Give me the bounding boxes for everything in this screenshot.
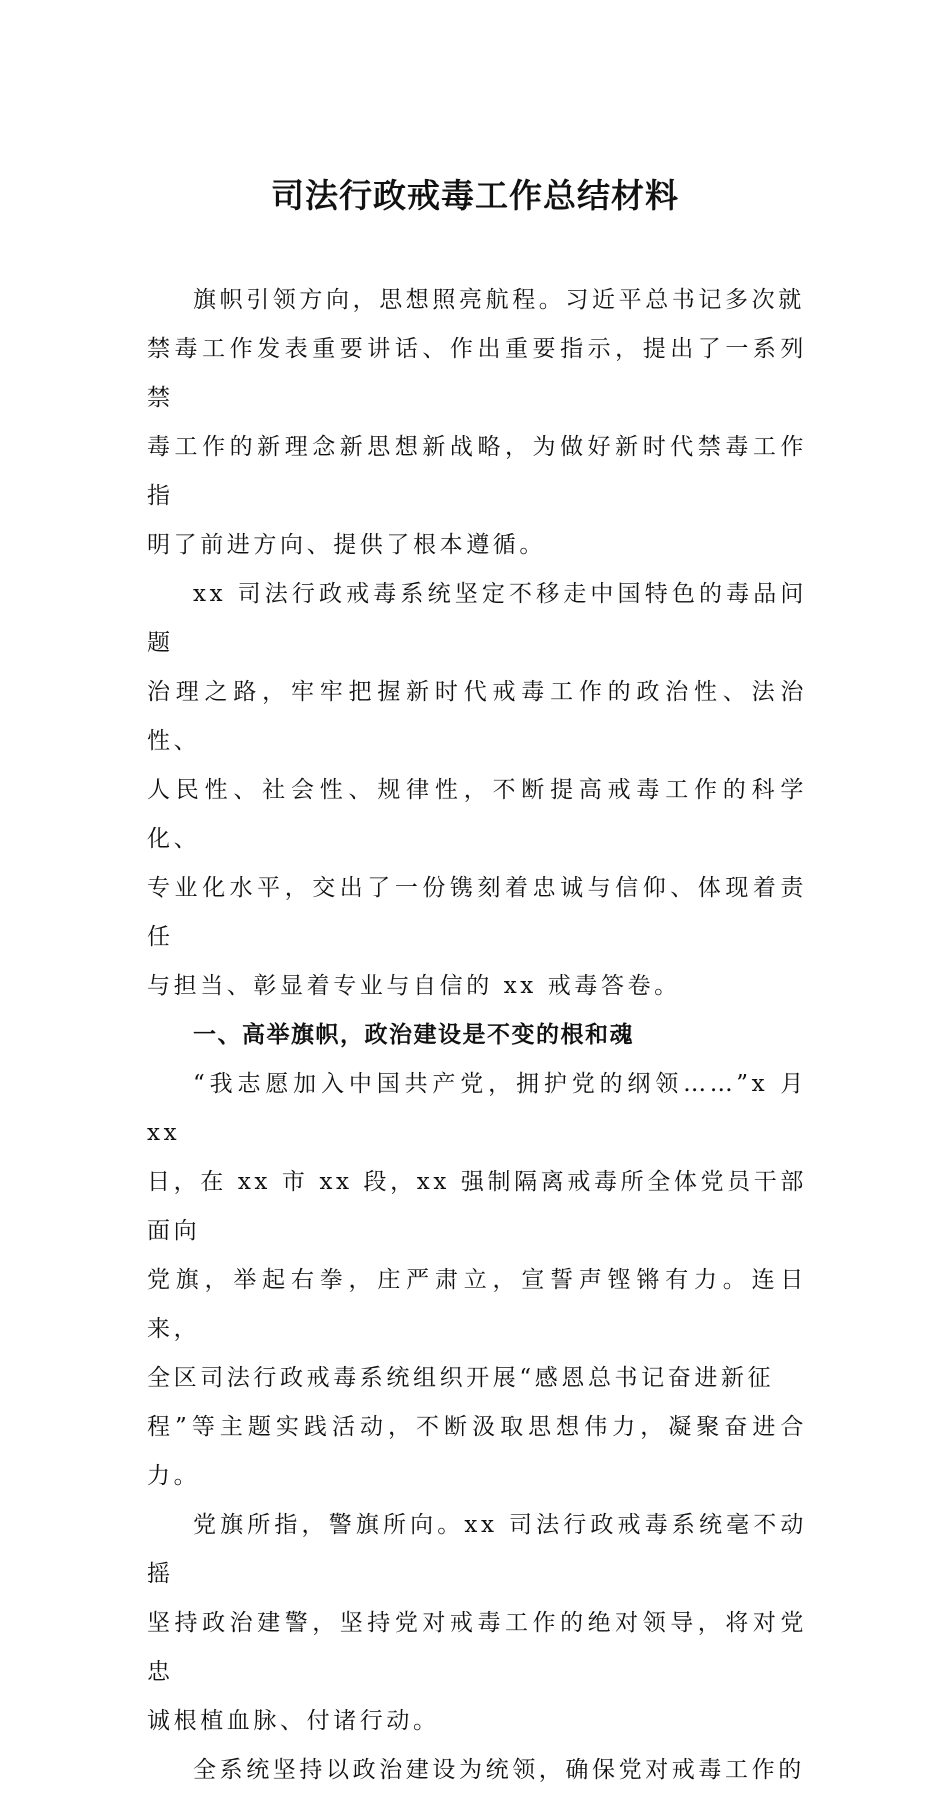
section-heading-1: 一、高举旗帜，政治建设是不变的根和魂 bbox=[193, 1022, 634, 1048]
paragraph-section1-1: “我志愿加入中国共产党，拥护党的纲领……”x 月 xx 日，在 xx 市 xx 段，xx 强制隔离戒毒所全体党员干部面向 党旗，举起右拳，庄严肃立，宣誓声铿锵有力。连日来， 全区司法行政戒毒系统组织开展“感恩总书记奋进新征 程”等主题实践活动，不断汲取思想伟力，凝聚奋进合力。 bbox=[147, 1071, 807, 1489]
paragraph-intro-2: xx 司法行政戒毒系统坚定不移走中国特色的毒品问题 治理之路，牢牢把握新时代戒毒工作的政治性、法治性、 人民性、社会性、规律性，不断提高戒毒工作的科学化、 专业化水平，交出了一份镌刻着忠诚与信仰、体现着责任 与担当、彰显着专业与自信的 xx 戒毒答卷。 bbox=[147, 581, 807, 999]
paragraph-section1-2: 党旗所指，警旗所向。xx 司法行政戒毒系统毫不动摇 坚持政治建警，坚持党对戒毒工作的绝对领导，将对党忠 诚根植血脉、付诸行动。 bbox=[147, 1512, 807, 1734]
paragraph-intro-1: 旗帜引领方向，思想照亮航程。习近平总书记多次就 禁毒工作发表重要讲话、作出重要指示，提出了一系列禁 毒工作的新理念新思想新战略，为做好新时代禁毒工作指 明了前进方向、提供了根本遵循。 bbox=[147, 287, 807, 558]
document-body bbox=[147, 276, 807, 1795]
paragraph-section1-3: 全系统坚持以政治建设为统领，确保党对戒毒工作的 bbox=[193, 1757, 805, 1783]
document-title: 司法行政戒毒工作总结材料 bbox=[271, 176, 679, 215]
